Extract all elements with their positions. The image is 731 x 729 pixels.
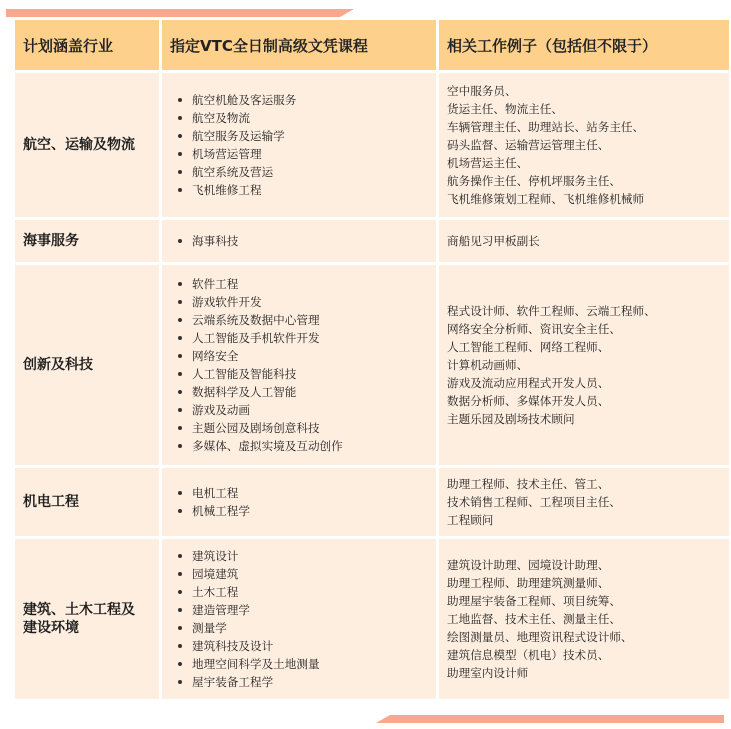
job-line: 程式设计师、软件工程师、云端工程师、 (447, 304, 656, 318)
industry-cell (15, 220, 159, 262)
job-line: 建筑信息模型（机电）技术员、 (447, 648, 610, 662)
course-item: 游戏软件开发 (178, 293, 428, 311)
course-item: 网络安全 (178, 347, 428, 365)
course-item: 航空系统及营运 (178, 163, 428, 181)
job-line: 建筑设计助理、园境设计助理、 (447, 558, 610, 572)
course-cell (162, 539, 436, 699)
course-item: 软件工程 (178, 275, 428, 293)
job-line: 助理屋宇装备工程师、项目统筹、 (447, 594, 621, 608)
table-row (15, 265, 729, 465)
industry-label: 机电工程 (23, 494, 79, 510)
course-item: 园境建筑 (178, 565, 428, 583)
job-line: 计算机动画师、 (447, 358, 529, 372)
table-row (15, 539, 729, 699)
industry-cell (15, 539, 159, 699)
decorative-stripe-bottom (376, 715, 724, 723)
course-item: 屋宇装备工程学 (178, 673, 428, 691)
course-item: 建筑科技及设计 (178, 637, 428, 655)
decorative-stripe-top (6, 9, 354, 17)
job-line: 助理工程师、助理建筑测量师、 (447, 576, 610, 590)
course-item: 数据科学及人工智能 (178, 383, 428, 401)
jobs-cell (439, 539, 729, 699)
job-line: 游戏及流动应用程式开发人员、 (447, 376, 610, 390)
course-cell (162, 265, 436, 465)
header-course: 指定VTC全日制高级文凭课程 (162, 20, 436, 70)
course-item: 航空服务及运输学 (178, 127, 428, 145)
industry-label: 航空、运输及物流 (23, 137, 135, 153)
industry-course-table (12, 17, 731, 702)
industry-cell (15, 468, 159, 536)
jobs-cell (439, 468, 729, 536)
course-cell (162, 73, 436, 217)
table-row (15, 468, 729, 536)
header-jobs: 相关工作例子（包括但不限于） (439, 20, 729, 70)
job-line: 空中服务员、 (447, 84, 517, 98)
course-item: 飞机维修工程 (178, 181, 428, 199)
job-line: 主题乐园及剧场技术顾问 (447, 412, 575, 426)
job-line: 车辆管理主任、助理站长、站务主任、 (447, 120, 645, 134)
industry-label: 建筑、土木工程及 (23, 602, 135, 618)
job-line: 网络安全分析师、资讯安全主任、 (447, 322, 621, 336)
course-item: 机场营运管理 (178, 145, 428, 163)
table-header-row (15, 20, 729, 70)
job-line: 助理室内设计师 (447, 666, 529, 680)
industry-label: 创新及科技 (23, 357, 93, 373)
course-item: 建造管理学 (178, 601, 428, 619)
course-item: 人工智能及智能科技 (178, 365, 428, 383)
course-item: 主题公园及剧场创意科技 (178, 419, 428, 437)
course-list (170, 275, 428, 455)
table-row (15, 220, 729, 262)
job-line: 人工智能工程师、网络工程师、 (447, 340, 610, 354)
job-line: 货运主任、物流主任、 (447, 102, 563, 116)
industry-label: 建设环境 (23, 620, 79, 636)
course-list (170, 91, 428, 199)
course-item: 电机工程 (178, 484, 428, 502)
industry-cell (15, 73, 159, 217)
industry-label: 海事服务 (23, 233, 79, 249)
job-line: 数据分析师、多媒体开发人员、 (447, 394, 610, 408)
course-item: 人工智能及手机软件开发 (178, 329, 428, 347)
course-list (170, 547, 428, 691)
course-item: 机械工程学 (178, 502, 428, 520)
job-line: 码头监督、运输营运管理主任、 (447, 138, 610, 152)
table-body (15, 73, 729, 699)
course-item: 航空机舱及客运服务 (178, 91, 428, 109)
table-row (15, 73, 729, 217)
job-line: 飞机维修策划工程师、飞机维修机械师 (447, 192, 645, 206)
job-line: 技术销售工程师、工程项目主任、 (447, 495, 621, 509)
course-item: 测量学 (178, 619, 428, 637)
course-item: 游戏及动画 (178, 401, 428, 419)
jobs-cell (439, 220, 729, 262)
course-item: 多媒体、虚拟实境及互动创作 (178, 437, 428, 455)
jobs-cell (439, 73, 729, 217)
job-line: 助理工程师、技术主任、管工、 (447, 477, 610, 491)
header-industry: 计划涵盖行业 (15, 20, 159, 70)
job-line: 机场营运主任、 (447, 156, 529, 170)
job-line: 航务操作主任、停机坪服务主任、 (447, 174, 621, 188)
course-item: 云端系统及数据中心管理 (178, 311, 428, 329)
course-item: 土木工程 (178, 583, 428, 601)
course-item: 航空及物流 (178, 109, 428, 127)
job-line: 工程顾问 (447, 513, 494, 527)
course-cell (162, 468, 436, 536)
course-item: 建筑设计 (178, 547, 428, 565)
job-line: 绘图测量员、地理资讯程式设计师、 (447, 630, 633, 644)
course-item: 海事科技 (178, 232, 428, 250)
course-cell (162, 220, 436, 262)
job-line: 工地监督、技术主任、测量主任、 (447, 612, 621, 626)
job-line: 商船见习甲板副长 (447, 234, 540, 248)
course-list (170, 484, 428, 520)
course-list (170, 232, 428, 250)
industry-cell (15, 265, 159, 465)
course-item: 地理空间科学及土地测量 (178, 655, 428, 673)
jobs-cell (439, 265, 729, 465)
